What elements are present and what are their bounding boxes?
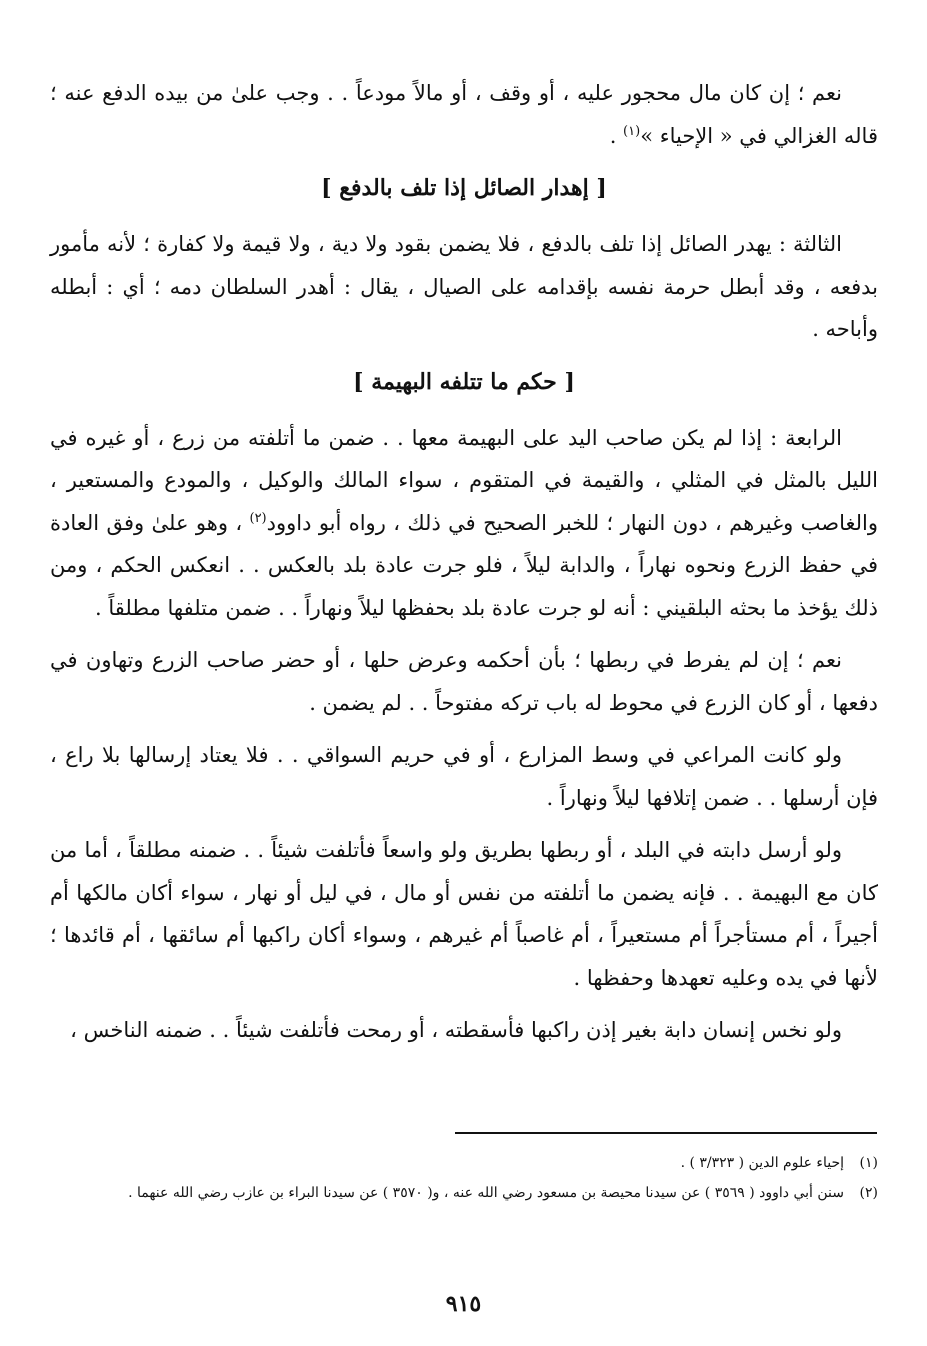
footnote-1	[50, 1150, 878, 1176]
paragraph-7: ولو نخس إنسان دابة بغير إذن راكبها فأسقطته ، أو رمحت فأتلفت شيئاً . . ضمنه الناخس ،	[70, 1018, 842, 1042]
section-heading-1: [ إهدار الصائل إذا تلف بالدفع ]	[321, 175, 607, 201]
footnote-divider	[455, 1132, 877, 1134]
paragraph-3-text: الرابعة : إذا لم يكن صاحب اليد على البهيمة معها . . ضمن ما أتلفته من زرع ، أو غيره في الليل بالمثل في المثلي ، والقيمة في المتقوم ، سواء المالك والوكيل ، والمودع والمستعير ، والغاصب وغيرهم ، دون النهار ؛ للخبر الصحيح في ذلك ، رواه أبو داوود	[50, 425, 878, 535]
footnote-2-text: سنن أبي داوود ( ٣٥٦٩ ) عن سيدنا محيصة بن مسعود رضي الله عنه ، و( ٣٥٧٠ ) عن سيدنا البراء بن عازب رضي الله عنهما .	[128, 1185, 844, 1201]
footnote-ref-1: (١)	[623, 123, 641, 139]
paragraph-4: نعم ؛ إن لم يفرط في ربطها ؛ بأن أحكمه وعرض حلها ، أو حضر صاحب الزرع وتهاون في دفعها ، أو كان الزرع في محوط له باب تركه مفتوحاً . . لم يضمن .	[50, 648, 878, 715]
footnote-2-number: (٢)	[859, 1185, 878, 1201]
footnotes	[50, 1150, 878, 1210]
footnote-1-number: (١)	[859, 1155, 878, 1171]
section-heading-2: [ حكم ما تتلفه البهيمة ]	[353, 368, 575, 395]
paragraph-6: ولو أرسل دابته في البلد ، أو ربطها بطريق ولو واسعاً فأتلفت شيئاً . . ضمنه مطلقاً ، أما من كان مع البهيمة . . فإنه يضمن ما أتلفته من نفس أو مال ، في ليل أو نهار ، سواء أكان مالكها أم أجيراً ، أم مستأجراً أم مستعيراً ، أم غاصباً أم غيرهم ، وسواء أكان راكبها أم سائقها ، أم قائدها ؛ لأنها في يده وعليه تعهدها وحفظها .	[50, 838, 878, 990]
footnote-1-text: إحياء علوم الدين ( ٣/٣٢٣ ) .	[680, 1155, 844, 1171]
paragraph-1	[50, 72, 878, 157]
page-number: ٩١٥	[445, 1291, 482, 1317]
footnote-ref-2: (٢)	[249, 510, 267, 526]
paragraph-3	[50, 417, 878, 630]
paragraph-5: ولو كانت المراعي في وسط المزارع ، أو في حريم السواقي . . فلا يعتاد إرسالها بلا راع ، فإن أرسلها . . ضمن إتلافها ليلاً ونهاراً .	[50, 743, 878, 810]
paragraph-1-end: .	[609, 123, 624, 148]
paragraph-1-text: نعم ؛ إن كان مال محجور عليه ، أو وقف ، أو مالاً مودعاً . . وجب علىٰ من بيده الدفع عنه ؛ قاله الغزالي في « الإحياء »	[50, 81, 878, 148]
footnote-2	[50, 1180, 878, 1206]
paragraph-2: الثالثة : يهدر الصائل إذا تلف بالدفع ، فلا يضمن بقود ولا دية ، ولا قيمة ولا كفارة ؛ لأنه مأمور بدفعه ، وقد أبطل حرمة نفسه بإقدامه على الصيال ، يقال : أهدر السلطان دمه ؛ أي : أبطله وأباحه .	[50, 232, 878, 341]
paragraph-3-rest: ، وهو علىٰ وفق العادة في حفظ الزرع ونحوه نهاراً ، والدابة ليلاً ، فلو جرت عادة بلد بالعكس . . انعكس الحكم ، ومن ذلك يؤخذ ما بحثه البلقيني : أنه لو جرت عادة بلد بحفظها ليلاً ونهاراً . . ضمن متلفها مطلقاً .	[50, 510, 878, 620]
page-body	[50, 72, 878, 1062]
